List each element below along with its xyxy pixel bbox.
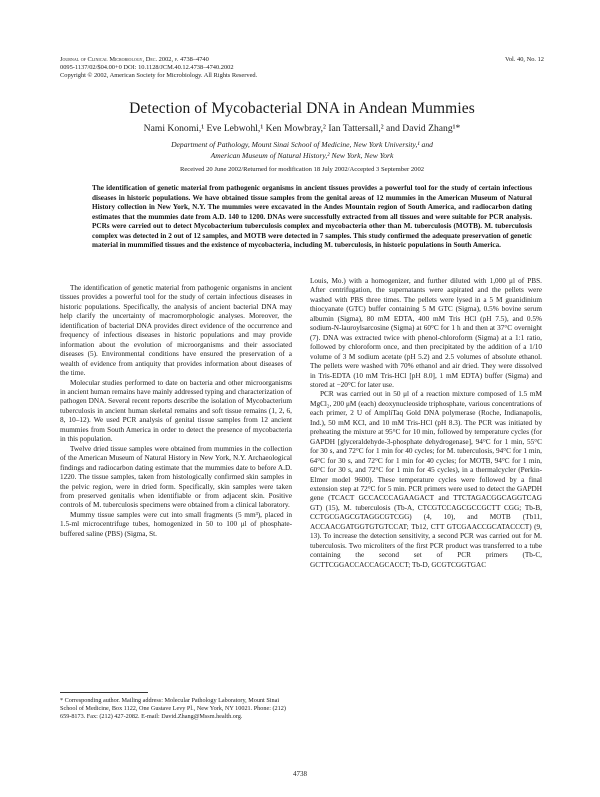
paragraph: PCR was carried out in 50 μl of a reaction mixture composed of 1.5 mM MgCl₂, 200 μM (each) deoxynucleoside triphosphate, various concentrations of each primer, 2 U of AmpliTaq Gold DNA polymerase (Roche, Indianapolis, Ind.), 50 mM KCl, and 10 mM Tris-HCl (pH 8.3). The PCR was initiated by preheating the mixture at 95°C for 10 min, followed by temperature cycles (for GAPDH [glyceraldehyde-3-phosphate dehydrogenase], 94°C for 1 min, 55°C for 30 s, and 72°C for 1 min for 40 cycles; for M. tuberculosis, 94°C for 1 min, 64°C for 30 s, and 72°C for 1 min for 40 cycles; for MOTB, 94°C for 1 min, 60°C for 30 s, and 72°C for 1 min for 45 cycles), in a thermalcycler (Perkin-Elmer model 9600). These temperature cycles were followed by a final extension step at 72°C for 5 min. PCR primers were used to detect the GAPDH gene (TCACT GCCACCCAGAAGACT and TTCTAGACGGCAGGTCAG GT) (15), M. tuberculosis (Tb-A, CTCGTCCAGCGCCGCTT CGG; Tb-B, CCTGCGAGCGTAGGCGTCGG) (4, 10), and MOTB (Tb11, ACCAACGATGGTGTGTCCAT; Tb12, CTT GTCGAACCGCATACCCT) (9, 13). To increase the detection sensitivity, a second PCR was carried out for M. tuberculosis. Two microliters of the first PCR product was transferred to a tube containing the second set of PCR primers (Tb-C, GCTTCGGACCACCAGCACCT; Tb-D, GCGTCGGTGAC <box>310 390 542 569</box>
left-column <box>60 284 292 539</box>
abstract: The identification of genetic material from pathogenic organisms in ancient tissues provides a powerful tool for the study of certain infectious diseases in historic populations. We have obtained tissue samples from the genital areas of 12 mummies in the American Museum of Natural History collection in New York, N.Y. The mummies were excavated in the Andes Mountain region of South America, and radiocarbon dating estimates that the mummies date from A.D. 140 to 1200. DNAs were successfully extracted from all tissues and were suitable for PCR analysis. PCRs were carried out to detect Mycobacterium tuberculosis complex and mycobacteria other than M. tuberculosis (MOTB). M. tuberculosis complex was detected in 2 out of 12 samples, and MOTB were detected in 7 samples. This study confirmed the adequate preservation of genetic material in mummified tissues and the existence of mycobacteria, including M. tuberculosis, in historic populations in South America. <box>92 184 532 249</box>
paragraph: Mummy tissue samples were cut into small fragments (5 mm³), placed in 1.5-ml microcentrifuge tubes, homogenized in 50 to 100 μl of phosphate-buffered saline (PBS) (Sigma, St. <box>60 510 292 538</box>
affiliations <box>60 140 544 161</box>
page-number: 4738 <box>293 770 307 778</box>
footnote-divider <box>60 692 148 693</box>
author-list: Nami Konomi,¹ Eve Lebwohl,¹ Ken Mowbray,² Ian Tattersall,² and David Zhang¹* <box>143 123 461 134</box>
issn-doi-line: 0095-1137/02/$04.00+0 DOI: 10.1128/JCM.40.12.4738–4740.2002 <box>60 64 234 72</box>
right-column <box>310 277 542 570</box>
paragraph: Molecular studies performed to date on bacteria and other microorganisms in ancient human remains have mainly addressed typing and characterization of pathogen DNA. Several recent reports describe the isolation of Mycobacterium tuberculosis in ancient human skeletal remains and soft tissue remains (1, 2, 6, 8, 10–12). We used PCR analysis of genital tissue samples from 12 ancient mummies from South America in order to detect the presence of mycobacteria in this population. <box>60 378 292 444</box>
copyright-line: Copyright © 2002, American Society for Microbiology. All Rights Reserved. <box>60 72 258 80</box>
received-dates: Received 20 June 2002/Returned for modification 18 July 2002/Accepted 3 September 2002 <box>179 166 425 173</box>
running-header <box>60 56 544 81</box>
paragraph: Twelve dried tissue samples were obtained from mummies in the collection of the American Museum of Natural History in New York, N.Y. Archaeological findings and radiocarbon dating estimate that the mummies date to before A.D. 1220. The tissue samples, taken from histologically confirmed skin samples in the pelvic region, were in dried form. Specifically, skin samples were taken from preserved genitalis when identifiable or from adjacent skin. Positive controls of M. tuberculosis specimens were obtained from a clinical laboratory. <box>60 444 292 510</box>
article-title: Detection of Mycobacterial DNA in Andean Mummies <box>129 100 475 117</box>
affiliation-1: Department of Pathology, Mount Sinai School of Medicine, New York University,¹ and <box>171 140 433 149</box>
paragraph: The identification of genetic material from pathogenic organisms in ancient tissues provides a powerful tool for the study of certain infectious diseases in historic populations. Specifically, the analysis of ancient bacterial DNA may help clarify the uncertainty of macromorphologic analyses. Moreover, the identification of bacterial DNA provides direct evidence of the occurrence and frequency of infectious diseases in historic populations and may provide information about the evolution of microorganisms and their associated diseases (5). Environmental conditions have ensured the preservation of a wealth of evidence from antiquity that provides information about diseases of the time. <box>60 284 292 378</box>
volume-issue: Vol. 40, No. 12 <box>505 56 544 63</box>
paragraph: Louis, Mo.) with a homogenizer, and further diluted with 1,000 μl of PBS. After centrifugation, the supernatants were aspirated and the pellets were washed with PBS three times. The pellets were lysed in a 5 M guanidinium thiocyanate (GTC) buffer containing 5 M GTC (Sigma), 0.5% bovine serum albumin (Sigma), 80 mM EDTA, 400 mM Tris HCl (pH 7.5), and 0.5% sodium-N-lauroylsarcosine (Sigma) at 60°C for 1 h and then at 37°C overnight (7). DNA was extracted twice with phenol-chloroform (Sigma) at a 1:1 ratio, followed by chloroform once, and then precipitated by the addition of a 1/10 volume of 3 M sodium acetate (pH 5.2) and 2.5 volumes of absolute ethanol. The pellets were washed with 70% ethanol and air dried. They were dissolved in Tris-EDTA (10 mM Tris-HCl [pH 8.0], 1 mM EDTA) buffer (Sigma) and stored at −20°C for later use. <box>310 277 542 389</box>
journal-citation: Journal of Clinical Microbiology, Dec. 2002, p. 4738–4740 <box>60 56 209 63</box>
affiliation-2: American Museum of Natural History,² New York, New York <box>210 150 394 160</box>
corresponding-author-footnote: * Corresponding author. Mailing address: Molecular Pathology Laboratory, Mount Sinai School of Medicine, Box 1122, One Gustave Levy Pl., New York, NY 10021. Phone: (212) 659-8173. Fax: (212) 427-2082. E-mail: David.Zhang@Mssm.health.org. <box>60 697 286 720</box>
